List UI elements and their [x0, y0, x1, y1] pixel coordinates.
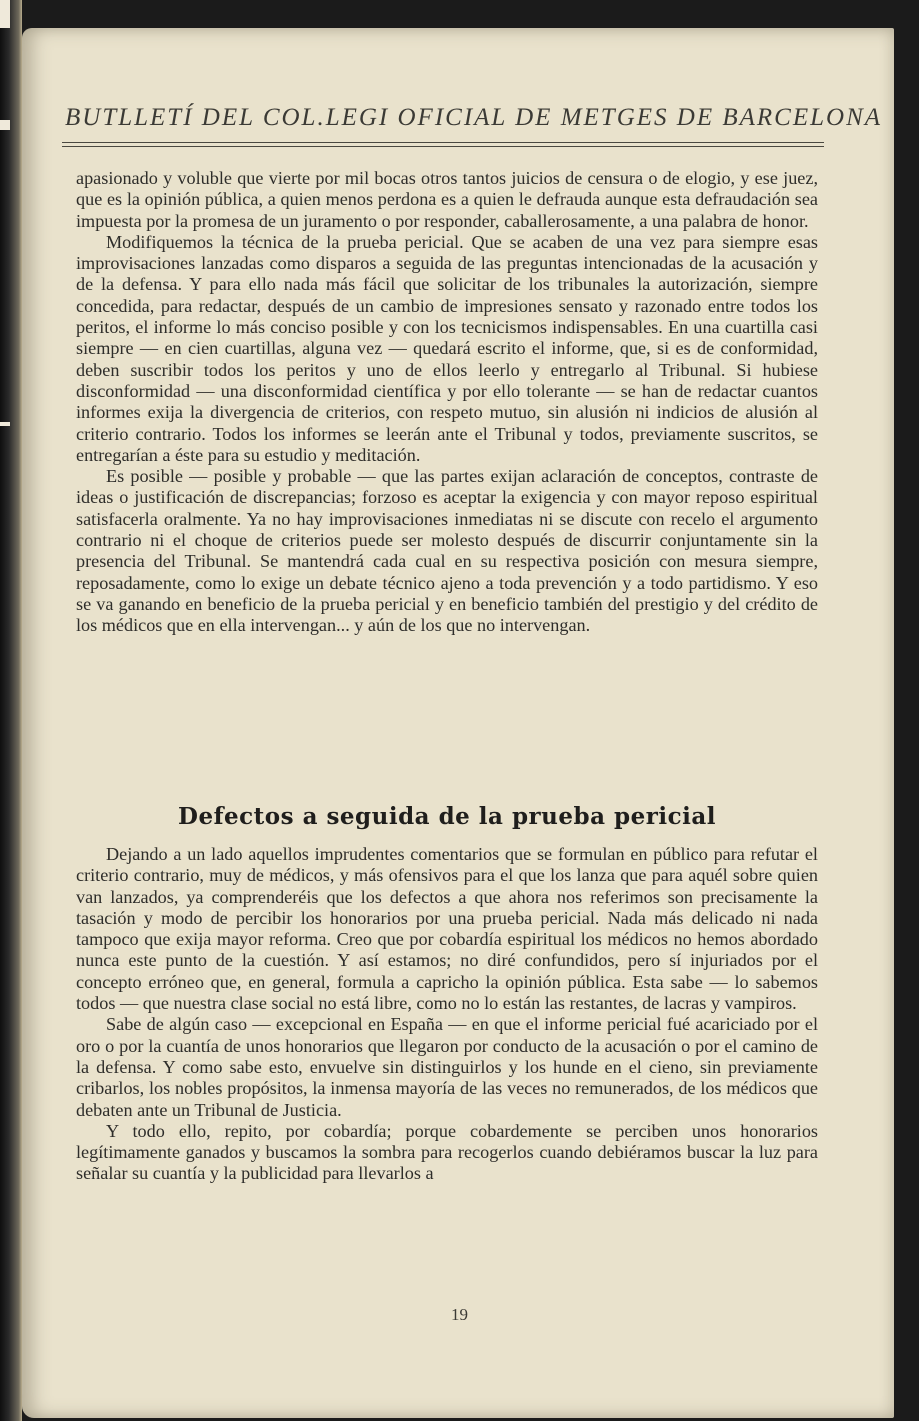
- page-number: 19: [451, 1305, 468, 1324]
- article-body-section-2: [76, 844, 818, 1185]
- section-heading: Defectos a seguida de la prueba pericial: [178, 803, 716, 830]
- running-header: BUTLLETÍ DEL COL.LEGI OFICIAL DE METGES DE BARCELONA: [65, 104, 883, 131]
- header-rule-top: [62, 142, 824, 143]
- binding-tab: [0, 0, 10, 28]
- paragraph: Es posible — posible y probable — que las partes exijan aclaración de conceptos, contraste de ideas o justificación de discrepancias; forzoso es aceptar la exigencia y con mayor reposo espiritual satisfacerla oralmente. Ya no hay improvisaciones inmediatas ni se discute con recelo el argumento contrario ni el choque de criterios puede ser molesto después de discurrir conjuntamente sin la presencia del Tribunal. Se mantendrá cada cual en su respectiva posición con mesura siempre, reposadamente, como lo exige un debate técnico ajeno a toda prevención y a todo partidismo. Y eso se va ganando en beneficio de la prueba pericial y en beneficio también del prestigio y del crédito de los médicos que en ella intervengan... y aún de los que no intervengan.: [76, 466, 818, 636]
- header-rule-bottom: [62, 146, 824, 147]
- paragraph: apasionado y voluble que vierte por mil bocas otros tantos juicios de censura o de elogio, y ese juez, que es la opinión pública, a quien menos perdona es a quien le defrauda aunque esta defraudación sea impuesta por la promesa de un juramento o por responder, caballerosamente, a una palabra de honor.: [76, 168, 818, 231]
- binding-tab: [0, 120, 10, 130]
- book-binding-edge: [0, 0, 22, 1421]
- article-body-section-1: [76, 168, 818, 637]
- paragraph: Dejando a un lado aquellos imprudentes comentarios que se formulan en público para refutar el criterio contrario, muy de médicos, y más ofensivos para el que los lanza que para aquél sobre quien van lanzados, ya comprenderéis que los defectos a que ahora nos referimos son precisamente la tasación y modo de percibir los honorarios por una prueba pericial. Nada más delicado ni nada tampoco que exija mayor reforma. Creo que por cobardía espiritual los médicos no hemos abordado nunca este punto de la cuestión. Y así estamos; no diré confundidos, pero sí injuriados por el concepto erróneo que, en general, formula a capricho la opinión pública. Esta sabe — lo sabemos todos — que nuestra clase social no está libre, como no lo están las restantes, de lacras y vampiros.: [76, 844, 818, 1014]
- paragraph: Y todo ello, repito, por cobardía; porque cobardemente se perciben unos honorarios legítimamente ganados y buscamos la sombra para recogerlos cuando debiéramos buscar la luz para señalar su cuantía y la publicidad para llevarlos a: [76, 1120, 818, 1184]
- paragraph: Sabe de algún caso — excepcional en España — en que el informe pericial fué acariciado por el oro o por la cuantía de unos honorarios que llegaron por conducto de la acusación o por el camino de la defensa. Y como sabe esto, envuelve sin distinguirlos y los hunde en el cieno, sin previamente cribarlos, los nobles propósitos, la inmensa mayoría de las veces no remunerados, de los médicos que debaten ante un Tribunal de Justicia.: [76, 1014, 818, 1120]
- binding-tab: [0, 422, 10, 426]
- paragraph: Modifiquemos la técnica de la prueba pericial. Que se acaben de una vez para siempre esas improvisaciones lanzadas como disparos a seguida de las preguntas intencionadas de la acusación y de la defensa. Y para ello nada más fácil que solicitar de los tribunales la autorización, siempre concedida, para redactar, después de un cambio de impresiones sensato y razonado entre todos los peritos, el informe lo más conciso posible y con los tecnicismos indispensables. En una cuartilla casi siempre — en cien cuartillas, alguna vez — quedará escrito el informe, que, si es de conformidad, deben suscribir todos los peritos y uno de ellos leerlo y entregarlo al Tribunal. Si hubiese disconformidad — una disconformidad científica y por ello tolerante — se han de redactar cuantos informes exija la divergencia de criterios, con respeto mutuo, sin alusión ni indicios de alusión al criterio contrario. Todos los informes se leerán ante el Tribunal y todos, previamente suscritos, se entregarían a éste para su estudio y meditación.: [76, 231, 818, 465]
